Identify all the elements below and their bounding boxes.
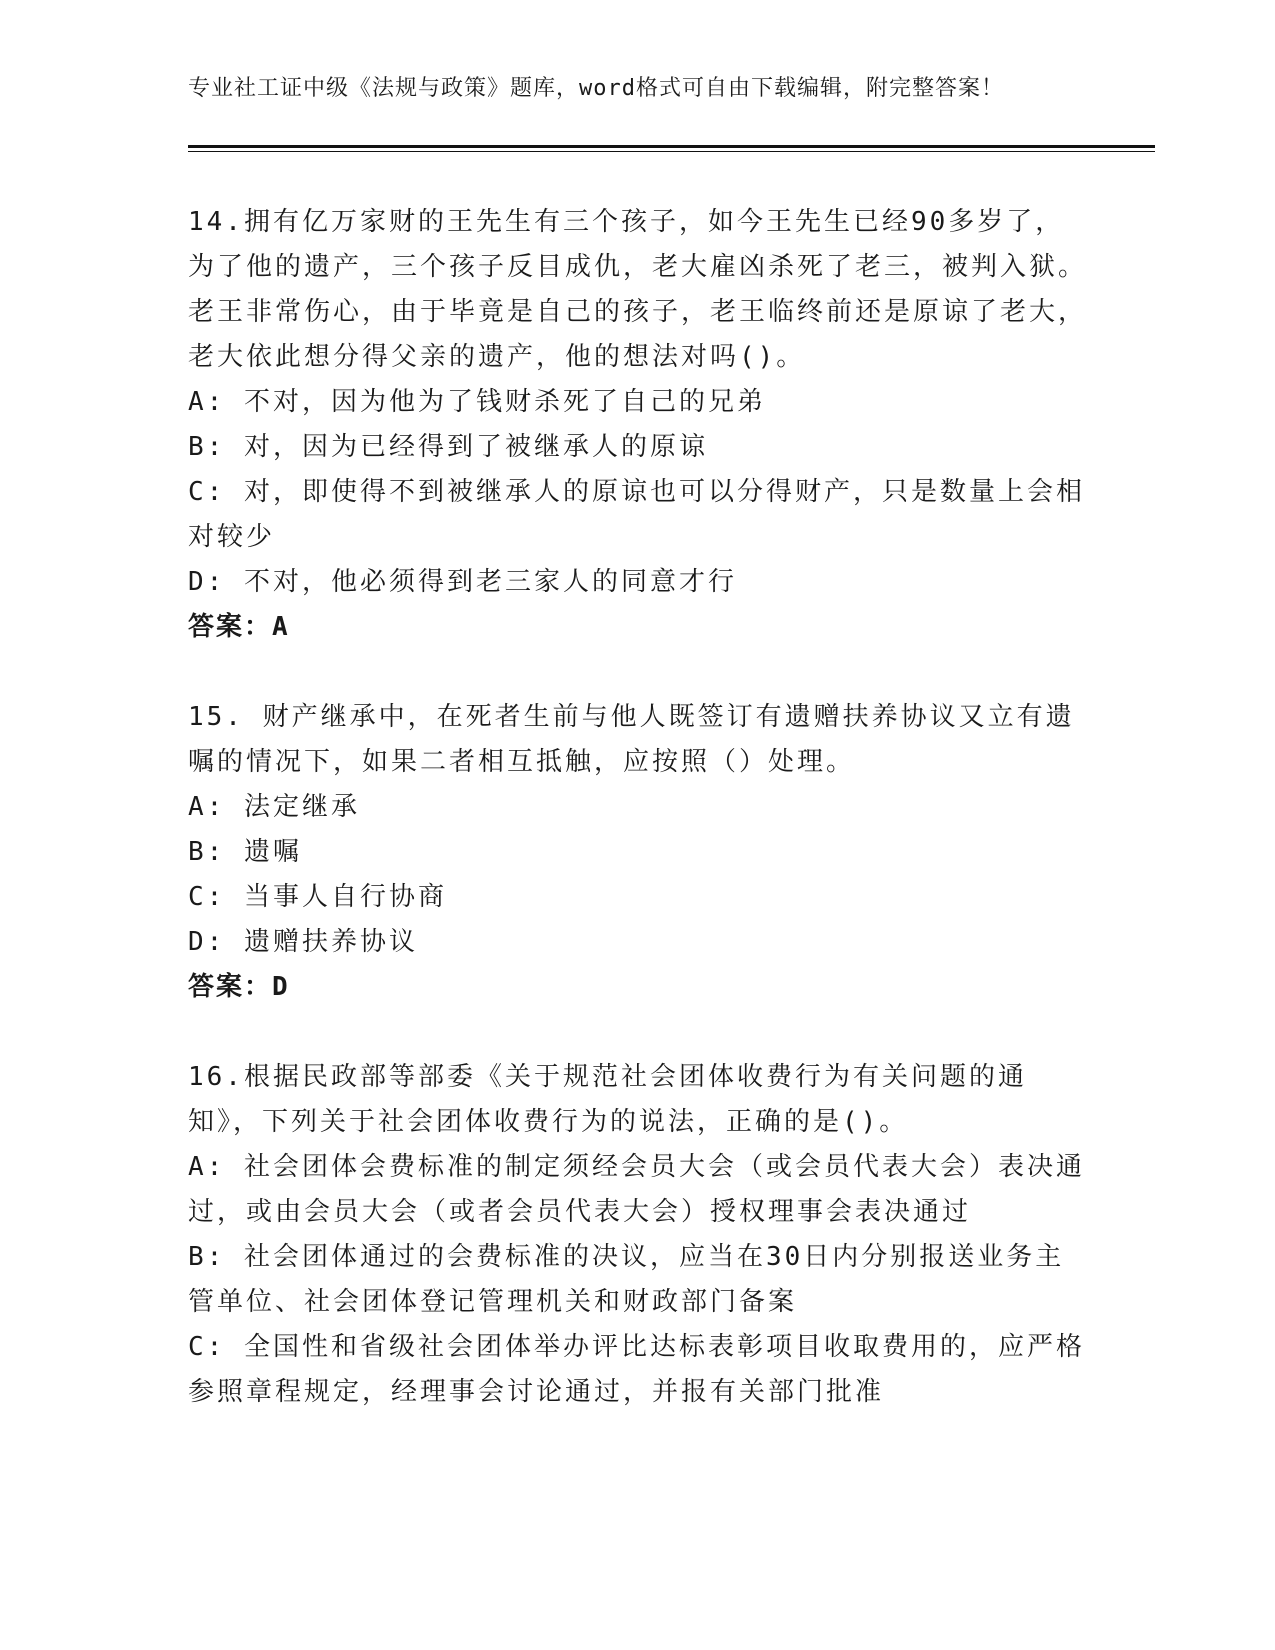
answer-value: D [272, 972, 290, 1002]
option-b: B: 遗嘱 [188, 837, 302, 867]
header-rule-thin [188, 151, 1155, 152]
page-header: 专业社工证中级《法规与政策》题库，word格式可自由下载编辑，附完整答案！ [188, 76, 1004, 101]
option-a: A: 社会团体会费标准的制定须经会员大会（或会员代表大会）表决通过，或由会员大会（或者会员代表大会）授权理事会表决通过 [188, 1152, 1085, 1227]
answer-value: A [272, 612, 290, 642]
option-d: D: 不对，他必须得到老三家人的同意才行 [188, 567, 737, 597]
option-c: C: 全国性和省级社会团体举办评比达标表彰项目收取费用的，应严格参照章程规定，经理事会讨论通过，并报有关部门批准 [188, 1332, 1085, 1407]
question-15 [188, 695, 1088, 1010]
answer-label: 答案： [188, 972, 273, 1002]
question-list [188, 200, 1088, 1460]
option-c: C: 对，即使得不到被继承人的原谅也可以分得财产，只是数量上会相对较少 [188, 477, 1085, 552]
question-stem: 14.拥有亿万家财的王先生有三个孩子，如今王先生已经90多岁了，为了他的遗产，三个孩子反目成仇，老大雇凶杀死了老三，被判入狱。老王非常伤心，由于毕竟是自己的孩子，老王临终前还是原谅了老大，老大依此想分得父亲的遗产，他的想法对吗()。 [188, 207, 1088, 372]
answer-label: 答案： [188, 612, 273, 642]
option-c: C: 当事人自行协商 [188, 882, 447, 912]
answer-line [188, 605, 1088, 650]
option-a: A: 不对，因为他为了钱财杀死了自己的兄弟 [188, 387, 766, 417]
question-stem: 16.根据民政部等部委《关于规范社会团体收费行为有关问题的通知》，下列关于社会团体收费行为的说法，正确的是()。 [188, 1062, 1027, 1137]
option-d: D: 遗赠扶养协议 [188, 927, 418, 957]
question-stem: 15. 财产继承中，在死者生前与他人既签订有遗赠扶养协议又立有遗嘱的情况下，如果二者相互抵触，应按照（）处理。 [188, 702, 1075, 777]
question-14 [188, 200, 1088, 650]
answer-line [188, 965, 1088, 1010]
question-16 [188, 1055, 1088, 1415]
option-b: B: 对，因为已经得到了被继承人的原谅 [188, 432, 708, 462]
option-a: A: 法定继承 [188, 792, 360, 822]
option-b: B: 社会团体通过的会费标准的决议，应当在30日内分别报送业务主管单位、社会团体登记管理机关和财政部门备案 [188, 1242, 1065, 1317]
header-rule-thick [188, 145, 1155, 148]
